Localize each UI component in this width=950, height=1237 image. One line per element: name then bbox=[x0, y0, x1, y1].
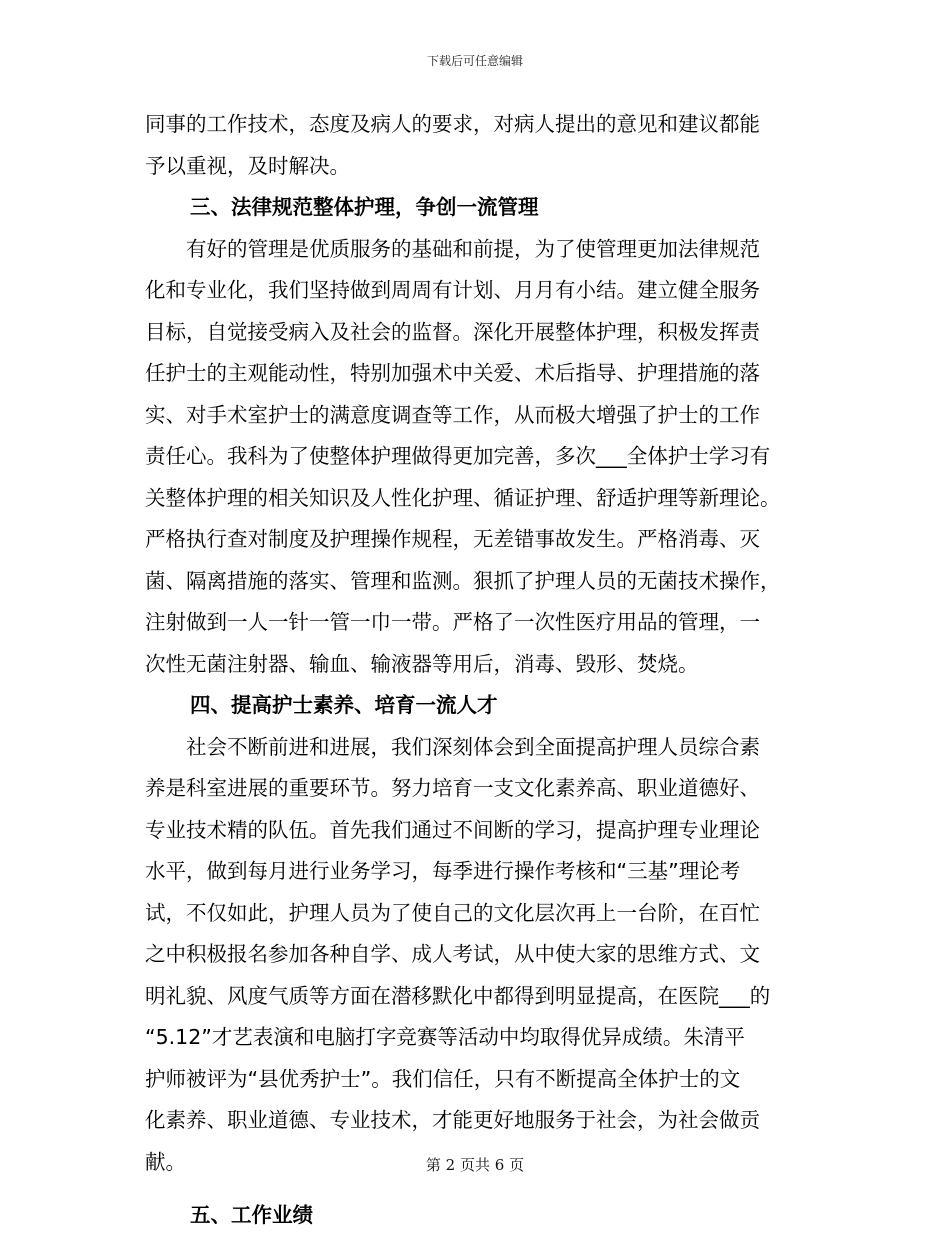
paragraph-line: 养是科室进展的重要环节。努力培育一支文化素养高、职业道德好、 bbox=[145, 776, 760, 800]
paragraph-line: 水平，做到每月进行业务学习，每季进行操作考核和“三基”理论考 bbox=[145, 859, 741, 883]
paragraph-line: 注射做到一人一针一管一巾一带。严格了一次性医疗用品的管理，一 bbox=[145, 610, 760, 634]
paragraph-line: 化和专业化，我们坚持做到周周有计划、月月有小结。建立健全服务 bbox=[145, 278, 760, 302]
paragraph-line: 任护士的主观能动性，特别加强术中关爱、术后指导、护理措施的落 bbox=[145, 361, 760, 385]
paragraph-line: 目标，自觉接受病入及社会的监督。深化开展整体护理，积极发挥责 bbox=[145, 319, 760, 344]
paragraph-line: “5.12”才艺表演和电脑打字竞赛等活动中均取得优异成绩。朱清平 bbox=[145, 1025, 745, 1049]
paragraph-line: 护师被评为“县优秀护士”。我们信任，只有不断提高全体护士的文 bbox=[145, 1066, 741, 1091]
document-body bbox=[145, 104, 805, 1237]
section-spacer bbox=[145, 1183, 805, 1195]
paragraph-line: 责任心。我科为了使整体护理做得更加完善，多次___全体护士学习有 bbox=[145, 444, 771, 468]
paragraph-line: 实、对手术室护士的满意度调查等工作，从而极大增强了护士的工作 bbox=[145, 402, 760, 427]
paragraph-line: 严格执行查对制度及护理操作规程，无差错事故发生。严格消毒、灭 bbox=[145, 527, 760, 551]
paragraph-line: 关整体护理的相关知识及人性化护理、循证护理、舒适护理等新理论。 bbox=[145, 485, 781, 510]
paragraph-line: 菌、隔离措施的落实、管理和监测。狠抓了护理人员的无菌技术操作， bbox=[145, 568, 781, 593]
page-number: 第 2 页共 6 页 bbox=[425, 1156, 525, 1174]
paragraph-line: 予以重视，及时解决。 bbox=[145, 153, 350, 178]
paragraph-line: 试，不仅如此，护理人员为了使自己的文化层次再上一台阶，在百忙 bbox=[145, 900, 760, 925]
paragraph-line: 社会不断前进和进展，我们深刻体会到全面提高护理人员综合素 bbox=[186, 734, 760, 759]
paragraph-line: 同事的工作技术，态度及病人的要求，对病人提出的意见和建议都能 bbox=[145, 112, 760, 136]
section-heading-4: 四、提高护士素养、培育一流人才 bbox=[190, 693, 498, 717]
paragraph-line: 化素养、职业道德、专业技术，才能更好地服务于社会，为社会做贡 bbox=[145, 1108, 760, 1132]
paragraph-line: 次性无菌注射器、输血、输液器等用后，消毒、毁形、焚烧。 bbox=[145, 651, 699, 676]
paragraph-line: 有好的管理是优质服务的基础和前提，为了使管理更加法律规范 bbox=[186, 236, 760, 261]
paragraph-line: 明礼貌、风度气质等方面在潜移默化中都得到明显提高，在医院___的 bbox=[145, 983, 771, 1008]
paragraph-line: 专业技术精的队伍。首先我们通过不间断的学习，提高护理专业理论 bbox=[145, 817, 760, 842]
section-heading-3: 三、法律规范整体护理，争创一流管理 bbox=[190, 195, 539, 219]
section-heading-5: 五、工作业绩 bbox=[190, 1203, 313, 1227]
paragraph-line: 之中积极报名参加各种自学、成人考试，从中使大家的思维方式、文 bbox=[145, 942, 760, 966]
page-header-note: 下载后可任意编辑 bbox=[426, 54, 523, 68]
paragraph-line: 献。 bbox=[145, 1149, 186, 1174]
